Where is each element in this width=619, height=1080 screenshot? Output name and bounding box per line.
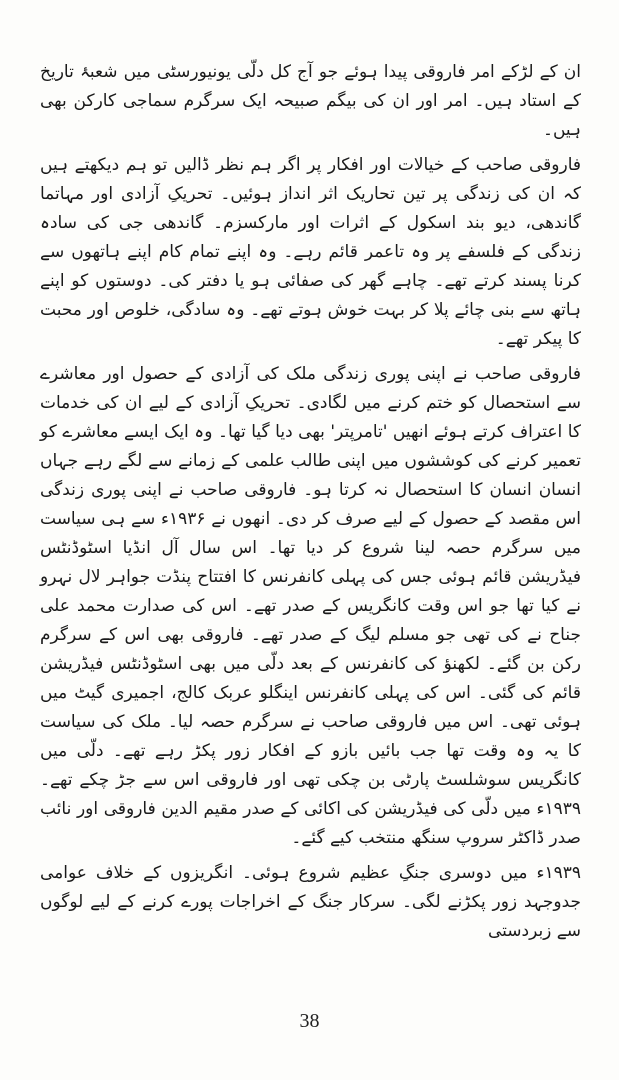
paragraph: فاروقی صاحب کے خیالات اور افکار پر اگر ہم نظر ڈالیں تو ہم دیکھتے ہیں کہ ان کی زندگی پر تین تحاریک اثر انداز ہوئیں۔ تحریکِ آزادی اور مہاتما گاندھی، دیو بند اسکول کے اثرات اور مارکسزم۔ گاندھی جی کی سادہ زندگی کے فلسفے پر وہ تاعمر قائم رہے۔ وہ اپنے تمام کام اپنے ہاتھوں سے کرنا پسند کرتے تھے۔ چاہے گھر کی صفائی ہو یا دفتر کی۔ دوستوں کو اپنے ہاتھ سے بنی چائے پلا کر بہت خوش ہوتے تھے۔ وہ سادگی، خلوص اور محبت کا پیکر تھے۔ (40, 155, 581, 349)
paragraph: ان کے لڑکے امر فاروقی پیدا ہوئے جو آج کل دلّی یونیورسٹی میں شعبۂ تاریخ کے استاد ہیں۔ امر اور ان کی بیگم صبیحہ ایک سرگرم سماجی کارکن بھی ہیں۔ (40, 62, 581, 140)
paragraph: ۱۹۳۹ء میں دوسری جنگِ عظیم شروع ہوئی۔ انگریزوں کے خلاف عوامی جدوجہد زور پکڑنے لگی۔ سرکار جنگ کے اخراجات پورے کرنے کے لیے لوگوں سے زبردستی (40, 863, 581, 941)
paragraph: فاروقی صاحب نے اپنی پوری زندگی ملک کی آزادی کے حصول اور معاشرے سے استحصال کو ختم کرنے میں لگادی۔ تحریکِ آزادی کے لیے ان کی خدمات کا اعتراف کرتے ہوئے انھیں 'تامرپتر' بھی دیا گیا تھا۔ وہ ایک ایسے معاشرے کو تعمیر کرنے کی کوششوں میں اپنی طالب علمی کے زمانے سے لگے رہے جہاں انسان انسان کا استحصال نہ کرتا ہو۔ فاروقی صاحب نے اپنی پوری زندگی اس مقصد کے حصول کے لیے صرف کر دی۔ انھوں نے ۱۹۳۶ء سے ہی سیاست میں سرگرم حصہ لینا شروع کر دیا تھا۔ اس سال آل انڈیا اسٹوڈنٹس فیڈریشن قائم ہوئی جس کی پہلی کانفرنس کا افتتاح پنڈت جواہر لال نہرو نے کیا تھا جو اس وقت کانگریس کے صدر تھے۔ اس کی صدارت محمد علی جناح نے کی تھی جو مسلم لیگ کے صدر تھے۔ فاروقی بھی اس کے سرگرم رکن بن گئے۔ لکھنؤ کی کانفرنس کے بعد دلّی میں بھی اسٹوڈنٹس فیڈریشن قائم کی گئی۔ اس کی پہلی کانفرنس اینگلو عربک کالج، اجمیری گیٹ میں ہوئی تھی۔ اس میں فاروقی صاحب نے سرگرم حصہ لیا۔ ملک کی سیاست کا یہ وہ وقت تھا جب بائیں بازو کے افکار زور پکڑ رہے تھے۔ دلّی میں کانگریس سوشلسٹ پارٹی بن چکی تھی اور فاروقی اس سے جڑ چکے تھے۔ ۱۹۳۹ء میں دلّی کی فیڈریشن کی اکائی کے صدر مقیم الدین فاروقی اور نائب صدر ڈاکٹر سروپ سنگھ منتخب کیے گئے۔ (40, 364, 581, 848)
page-number: 38 (299, 1010, 320, 1032)
body-text (40, 58, 581, 952)
